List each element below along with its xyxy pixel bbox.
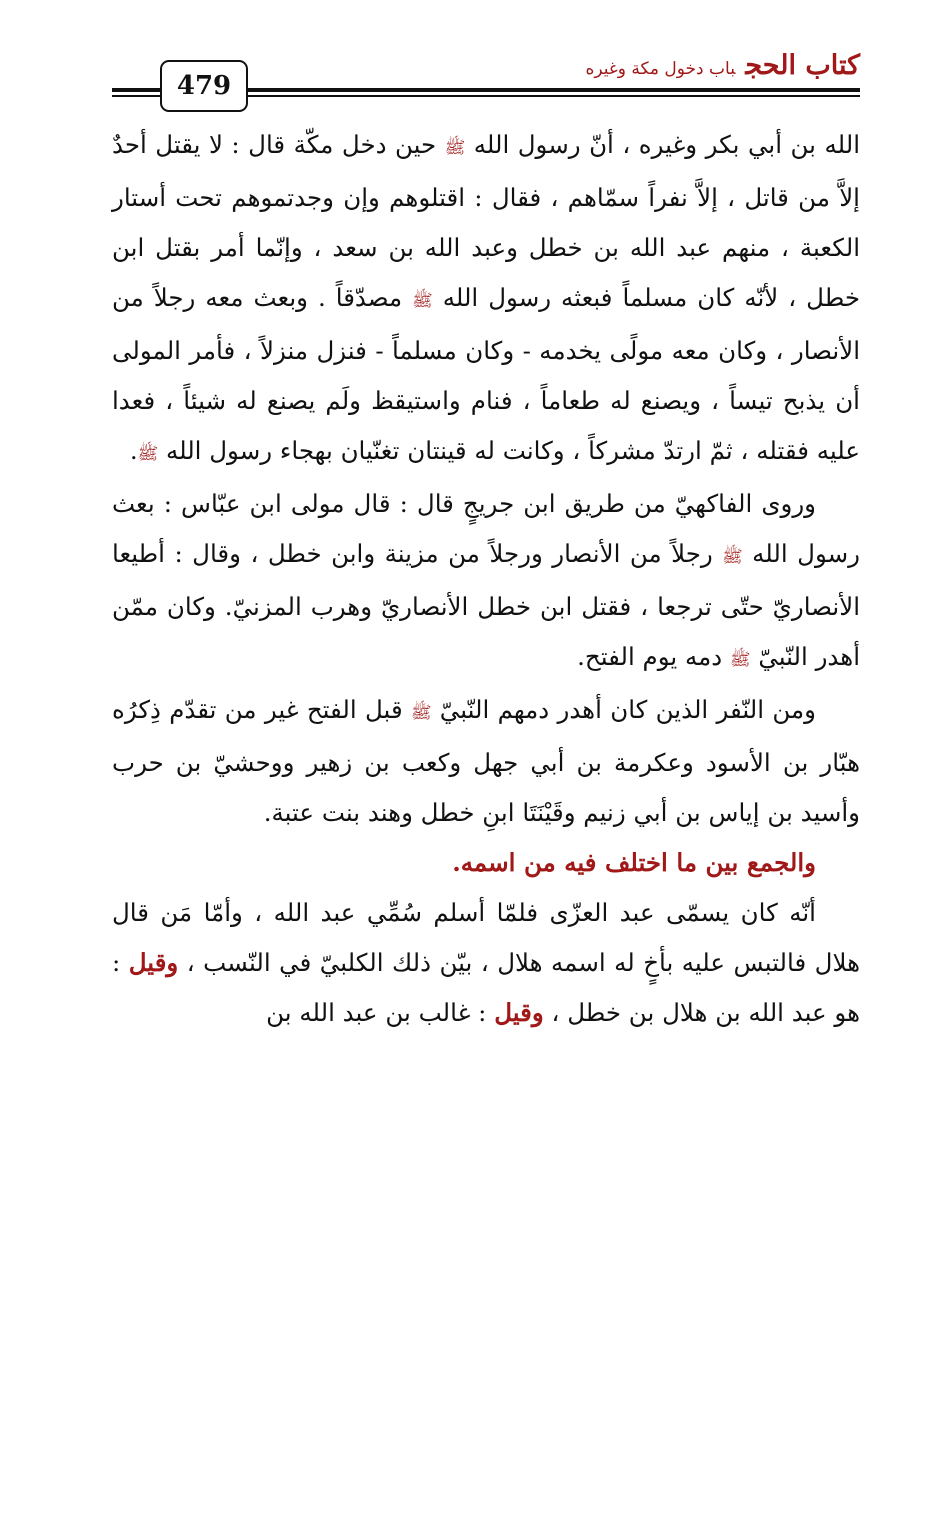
- page-header: [112, 48, 860, 108]
- paragraph-text: أنّه كان يسمّى عبد العزّى فلمّا أسلم سُمِّي عبد الله ، وأمّا مَن قال هلال فالتبس عليه بأخٍ له اسمه هلال ، بيّن ذلك الكلبيّ في النّسب ،: [112, 898, 860, 977]
- keyword-qila: وقيل: [494, 998, 544, 1027]
- page-body: [112, 120, 860, 1038]
- paragraph-text: حين دخل مكّة قال : لا يقتل أحدٌ إلاَّ من قاتل ، إلاَّ نفراً سمّاهم ، فقال : اقتلوهم وإن وجدتموهم تحت أستار الكعبة ، منهم عبد الله بن خطل وعبد الله بن سعد ، وإنّما أمر بقتل ابن خطل ، لأنّه كان مسلماً فبعثه رسول الله: [112, 130, 860, 312]
- salutation-mark: ﷺ: [137, 444, 159, 464]
- paragraph-text: الله بن أبي بكر وغيره ، أنّ رسول الله: [473, 130, 861, 159]
- salutation-mark: ﷺ: [722, 547, 743, 567]
- paragraph-text: قبل الفتح غير من تقدّم ذِكرُه هبّار بن الأسود وعكرمة بن أبي جهل وكعب بن زهير ووحشيّ بن حرب وأسيد بن إياس بن أبي زنيم وقَيْنَتَا ابنِ خطل وهند بنت عتبة.: [112, 695, 860, 827]
- book-title: كتاب الحج: [745, 50, 860, 81]
- paragraph-1: [112, 120, 860, 479]
- paragraph-text: : غالب بن عبد الله بن: [266, 998, 487, 1027]
- paragraph-4: [112, 888, 860, 1038]
- running-head: [585, 48, 860, 87]
- page-number-box: [160, 60, 248, 112]
- paragraph-text: مصدّقاً . وبعث معه رجلاً من الأنصار ، وكان معه مولًى يخدمه - وكان مسلماً - فنزل منزلاً ، فأمر المولى أن يذبح تيساً ، ويصنع له طعاماً ، فنام واستيقظ ولَم يصنع له شيئاً ، فعدا عليه فقتله ، ثمّ ارتدّ مشركاً ، وكانت له قينتان تغنّيان بهجاء رسول الله: [112, 283, 860, 465]
- paragraph-text: رجلاً من الأنصار ورجلاً من مزينة وابن خطل ، وقال : أطيعا الأنصاريّ حتّى ترجعا ، فقتل ابن خطل الأنصاريّ وهرب المزنيّ. وكان ممّن أهدر النّبيّ: [112, 539, 860, 671]
- salutation-mark: ﷺ: [444, 138, 466, 158]
- section-heading: والجمع بين ما اختلف فيه من اسمه.: [452, 848, 816, 877]
- paragraph-2: [112, 479, 860, 685]
- page-number: 479: [176, 71, 232, 101]
- salutation-mark: ﷺ: [729, 650, 751, 670]
- salutation-mark: ﷺ: [410, 703, 432, 723]
- salutation-mark: ﷺ: [412, 291, 433, 311]
- chapter-title: باب دخول مكة وغيره: [585, 59, 736, 79]
- paragraph-text: وروى الفاكهيّ من طريق ابن جريجٍ قال : قال مولى ابن عبّاس : بعث رسول الله: [112, 489, 860, 568]
- paragraph-text: ومن النّفر الذين كان أهدر دمهم النّبيّ: [439, 695, 816, 724]
- keyword-qila: وقيل: [128, 948, 179, 977]
- paragraph-text: : هو عبد الله بن هلال بن خطل ،: [112, 948, 860, 1027]
- paragraph-3: [112, 685, 860, 838]
- paragraph-text: .: [129, 436, 138, 465]
- paragraph-text: دمه يوم الفتح.: [577, 642, 723, 671]
